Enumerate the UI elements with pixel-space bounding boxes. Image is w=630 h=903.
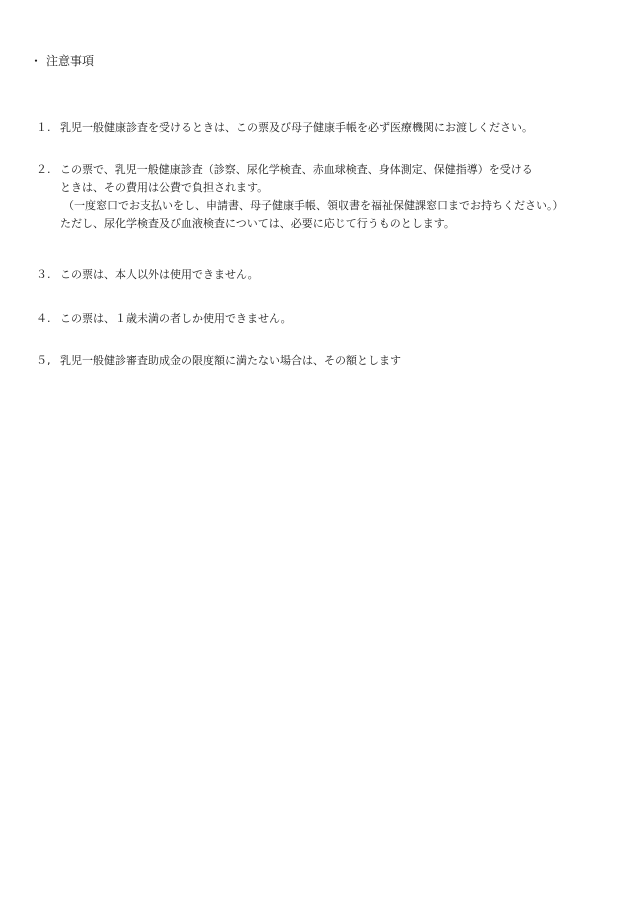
note-number: ２. xyxy=(36,163,51,176)
note-number: １. xyxy=(36,121,51,134)
note-item-5 xyxy=(36,352,626,370)
note-text: ただし、尿化学検査及び血液検査については、必要に応じて行うものとします。 xyxy=(60,217,455,230)
note-text: 乳児一般健診審査助成金の限度額に満たない場合は、その額とします xyxy=(60,354,401,367)
note-text: この票は、１歳未満の者しか使用できません。 xyxy=(60,312,292,325)
note-number: ５, xyxy=(36,354,51,367)
note-item-2 xyxy=(36,161,626,233)
note-item-4 xyxy=(36,310,626,328)
note-item-3 xyxy=(36,266,626,284)
note-text-parenthetical: （一度窓口でお支払いをし、申請書、母子健康手帳、領収書を福祉保健課窓口までお持ちください。） xyxy=(63,199,564,212)
notes-heading xyxy=(30,53,94,69)
note-text: この票で、乳児一般健康診査（診察、尿化学検査、赤血球検査、身体測定、保健指導）を受ける xyxy=(60,163,533,176)
note-number: ４. xyxy=(36,312,51,325)
note-text: この票は、本人以外は使用できません。 xyxy=(60,268,259,281)
heading-bullet: ・ xyxy=(30,54,43,68)
note-number: ３. xyxy=(36,268,51,281)
note-item-1 xyxy=(36,119,626,137)
heading-title: 注意事項 xyxy=(46,54,95,68)
note-text: 乳児一般健康診査を受けるときは、この票及び母子健康手帳を必ず医療機関にお渡しください。 xyxy=(60,121,533,134)
note-text: ときは、その費用は公費で負担されます。 xyxy=(60,181,269,194)
